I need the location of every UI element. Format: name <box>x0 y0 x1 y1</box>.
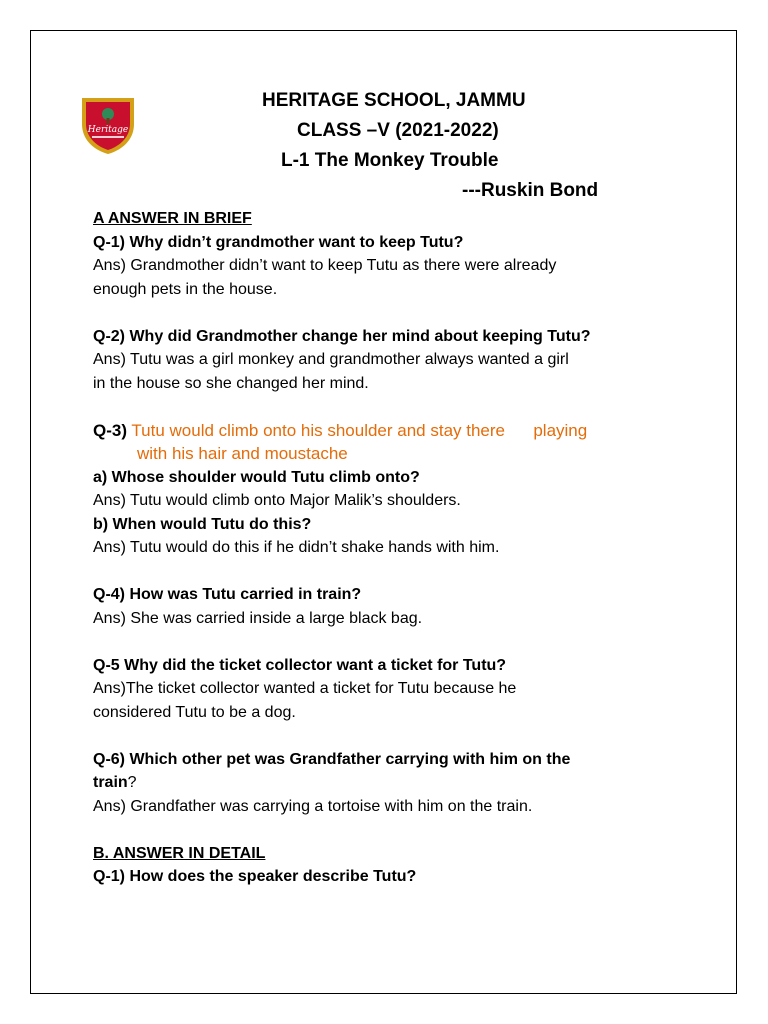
answer-3a: Ans) Tutu would climb onto Major Malik’s shoulders. <box>93 492 461 509</box>
answer-3b: Ans) Tutu would do this if he didn’t shake hands with him. <box>93 539 500 556</box>
question-6-line-1: Q-6) Which other pet was Grandfather carrying with him on the <box>93 750 571 768</box>
answer-6: Ans) Grandfather was carrying a tortoise with him on the train. <box>93 797 533 815</box>
answer-2-line-2: in the house so she changed her mind. <box>93 374 369 392</box>
question-3-label: Q-3) <box>93 420 127 440</box>
answer-4: Ans) She was carried inside a large black bag. <box>93 609 423 627</box>
school-name: HERITAGE SCHOOL, JAMMU <box>262 90 526 111</box>
question-6-line-2 <box>93 771 683 795</box>
question-3b: b) When would Tutu do this? <box>93 515 312 533</box>
svg-text:Heritage: Heritage <box>87 125 129 135</box>
question-5: Q-5 Why did the ticket collector want a ticket for Tutu? <box>93 656 507 674</box>
lesson-title: L-1 The Monkey Trouble <box>281 150 499 171</box>
author-name: ---Ruskin Bond <box>462 180 599 201</box>
school-crest-logo <box>78 94 138 156</box>
answer-1-line-2: enough pets in the house. <box>93 280 278 298</box>
answer-2-line-1: Ans) Tutu was a girl monkey and grandmother always wanted a girl <box>93 351 569 368</box>
question-6-train: train <box>93 774 128 791</box>
question-6-mark: ? <box>127 774 137 791</box>
extract-line-1: Tutu would climb onto his shoulder and stay there playing <box>131 420 588 440</box>
extract-line-2: with his hair and moustache <box>137 444 348 463</box>
question-3a: a) Whose shoulder would Tutu climb onto? <box>93 468 420 486</box>
section-b-title: B. ANSWER IN DETAIL <box>93 844 266 862</box>
answer-1-line-1: Ans) Grandmother didn’t want to keep Tutu as there were already <box>93 257 557 274</box>
answer-5-line-1: Ans)The ticket collector wanted a ticket for Tutu because he <box>93 680 517 697</box>
class-title: CLASS –V (2021-2022) <box>297 120 499 141</box>
section-a-title: A ANSWER IN BRIEF <box>93 210 252 227</box>
question-3-extract <box>93 419 683 443</box>
answer-5-line-2: considered Tutu to be a dog. <box>93 703 296 721</box>
worksheet-body <box>93 207 683 889</box>
section-b-question-1: Q-1) How does the speaker describe Tutu? <box>93 868 417 885</box>
question-1: Q-1) Why didn’t grandmother want to keep Tutu? <box>93 233 464 251</box>
question-4: Q-4) How was Tutu carried in train? <box>93 586 362 603</box>
question-2: Q-2) Why did Grandmother change her mind about keeping Tutu? <box>93 327 591 345</box>
